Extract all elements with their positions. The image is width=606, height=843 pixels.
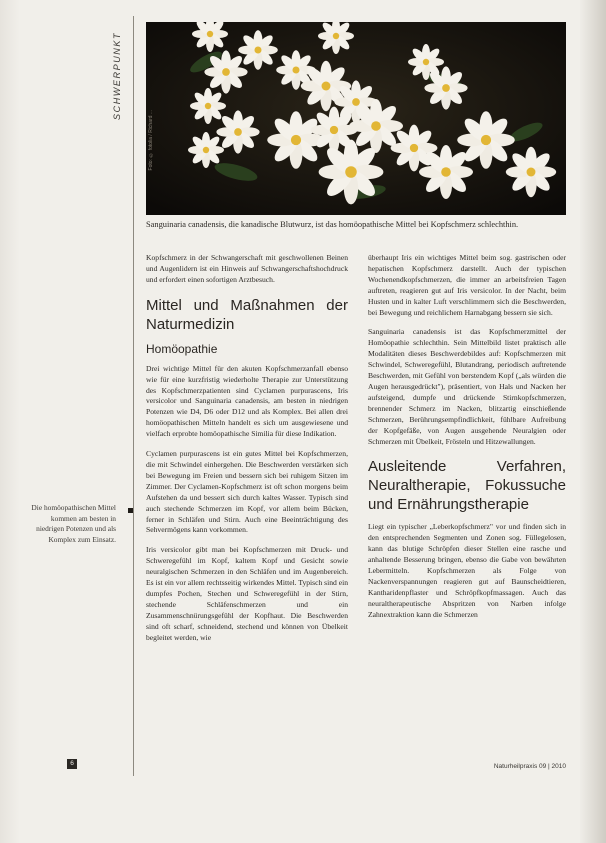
paragraph-iris-continued: überhaupt Iris ein wichtiges Mittel beim sog. gastrischen oder hepatischen Kopfschmerz darstellt. Auch der typischen Wochenendkopfschmerzen, die immer an arbeitsfreien Tagen auftreten, reagieren gut auf Iris versicolor. In der Nacht, beim Husten und in kalter Luft verschlimmern sich die Beschwerden, bei Bewegung und reichlichem Harnabgang bessern sie sich. [368,253,566,317]
intro-paragraph: Kopfschmerz in der Schwangerschaft mit geschwollenen Beinen und Augenlidern ist ein Hinweis auf Schwangerschaftshochdruck und erfordert einen sofortigen Arztbesuch. [146,253,348,284]
page-number: 6 [67,759,77,769]
scan-edge [580,0,606,843]
section-label: SCHWERPUNKT [112,31,122,120]
margin-note: Die homöopathischen Mittel kommen am besten in niedrigen Potenzen und als Komplex zum Einsatz. [31,503,116,544]
paragraph-leberkopfschmerz: Liegt ein typischer „Leberkopfschmerz" vor und finden sich in den entsprechenden Segmenten und Zonen sog. Füllegelosen, kann das blutige Schröpfen dieser Stellen eine rasche und anhaltende Besserung bringen, ebenso die Gabe von bewährten Lebermitteln. Kopfschmerzen als Folge von Nackenverspannungen reagieren gut auf Baunscheidtieren, Kantharidenpflaster und Schröpfkopfmassagen. Auch das neuraltherapeutische Abspritzen von Narben infolge Zahnextraktion kann die Schmerzen [368,522,566,619]
paragraph-cyclamen: Cyclamen purpurascens ist ein gutes Mittel bei Kopfschmerzen, die mit Schwindel einhergehen. Die Beschwerden verstärken sich bei Bewegung im Freien und bessern sich bei ruhigem Sitzen im Zimmer. Der Cyclamen-Kopfschmerz ist oft schon morgens beim Aufstehen da und bessert sich durch kaltes Wasser. Typisch sind auch stechende Schmerzen im Kopf, vor allem beim Bücken, ferner in Schläfen und Stirn. Auch eine Beeinträchtigung des Sehvermögens kann vorkommen. [146,449,348,535]
footer-issue: Naturheilpraxis 09 | 2010 [493,763,566,770]
section-heading-ausleitende-verfahren: Ausleitende Verfahren, Neuraltherapie, Fokussuche und Ernährungstherapie [368,458,566,514]
bloodroot-flowers-photo [146,22,566,215]
photo-caption: Sanguinaria canadensis, die kanadische Blutwurz, ist das homöopathische Mittel bei Kopfschmerz schlechthin. [146,220,519,229]
subheading-homoeopathie: Homöopathie [146,341,218,356]
paragraph-sanguinaria: Sanguinaria canadensis ist das Kopfschmerzmittel der Homöopathie schlechthin. Sein Mittelbild listet praktisch alle Modalitäten dieses Beschwerdebildes auf: Kopfschmerzen mit Schwindel, Schweregefühl, Blutandrang, periodisch auftretende Beschwerden, mit Gefühl von berstendem Kopf („als würden die Augen herausgedrückt"), präsentiert, von Hals und Nacken her aufsteigend, dumpfe und drückende Stirnkopfschmerzen, brennender Schmerz im Nacken, blitzartig einschießende Schmerzen, Berührungsempfindlichkeit, fühlbare Aufreibung der Kopfgefäße, von Augen ausgehende Neuralgien oder Schmerzen mit Übelkeit, Frösteln und Hitzewallungen. [368,327,566,446]
paragraph-iris: Iris versicolor gibt man bei Kopfschmerzen mit Druck- und Schweregefühl im Kopf, kaltem Kopf und Gesicht sowie neuralgischen Schmerzen in den Schläfen und im Augenbereich. Es ist ein vor allem rechtsseitig wirkendes Mittel. Typisch sind ein dumpfes Pochen, Stechen und Schweregefühl in der Stirn, stechende Schläfenschmerzen und ein Zusammenschnürungsgefühl der Kopfhaut. Die Beschwerden sind oft scharf, schneidend, stechend und können von Übelkeit begleitet werden, wie [146,545,349,642]
binding-shadow [0,0,20,843]
paragraph-three-remedies: Drei wichtige Mittel für den akuten Kopfschmerzanfall ebenso wie für eine kurzfristig wiederholte Therapie zur Unterstützung des Kopfschmerzpatienten sind Cyclamen purpurascens, Iris versicolor und Sanguinaria canadensis, am besten in niedrigen Potenzen wie D4, D6 oder D12 und als Komplex. Bei allen drei homöopathischen Mitteln handelt es sich um ausgewiesene und vielfach erprobte homöopathische Similia für diese Indikation. [146,363,348,439]
column-left [146,253,348,652]
margin-note-marker [128,508,133,513]
photo-credit: Foto: © fotolia / Richard ... [148,110,154,171]
section-heading-naturmedizin: Mittel und Maßnahmen der Naturmedizin [146,296,348,333]
column-right [368,253,566,630]
margin-rule [133,16,134,776]
